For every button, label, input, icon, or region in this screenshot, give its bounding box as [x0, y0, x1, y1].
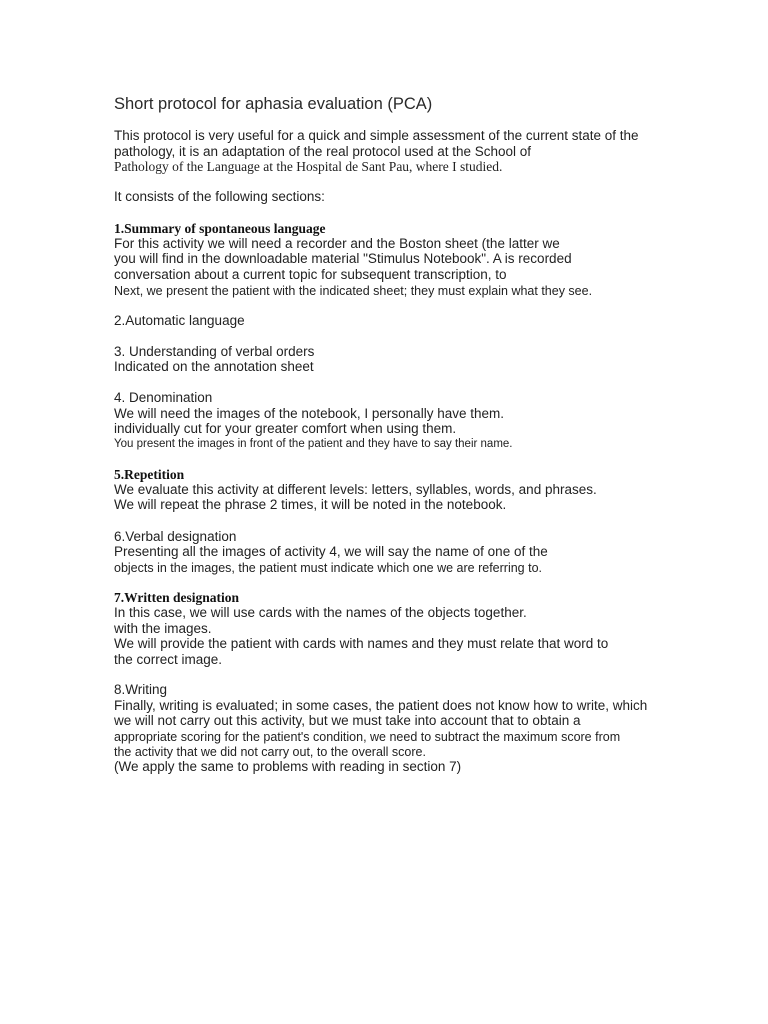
body-line: (We apply the same to problems with reading in section 7) [114, 759, 462, 774]
body-line: the activity that we did not carry out, to the overall score. [114, 745, 426, 759]
body-line: the correct image. [114, 652, 223, 667]
section-heading: 5.Repetition [114, 467, 185, 482]
body-line: Indicated on the annotation sheet [114, 359, 314, 374]
body-line: conversation about a current topic for subsequent transcription, to [114, 267, 507, 282]
body-line: objects in the images, the patient must indicate which one we are referring to. [114, 561, 543, 575]
body-line: Finally, writing is evaluated; in some cases, the patient does not know how to write, which [114, 698, 648, 713]
intro-line: Pathology of the Language at the Hospital de Sant Pau, where I studied. [114, 159, 503, 174]
section-heading: 8.Writing [114, 682, 168, 697]
intro-line: pathology, it is an adaptation of the real protocol used at the School of [114, 144, 532, 159]
section-heading: 1.Summary of spontaneous language [114, 221, 326, 236]
intro-line: This protocol is very useful for a quick and simple assessment of the current state of the [114, 128, 639, 143]
body-line: individually cut for your greater comfort when using them. [114, 421, 457, 436]
body-line: Presenting all the images of activity 4, we will say the name of one of the [114, 544, 548, 559]
section-heading: 7.Written designation [114, 590, 240, 605]
body-line: We will repeat the phrase 2 times, it will be noted in the notebook. [114, 497, 507, 512]
sections-lead: It consists of the following sections: [114, 189, 325, 204]
page-title: Short protocol for aphasia evaluation (PCA) [114, 95, 433, 113]
body-line: we will not carry out this activity, but we must take into account that to obtain a [114, 713, 581, 728]
body-line: You present the images in front of the patient and they have to say their name. [114, 438, 513, 450]
body-line: We will provide the patient with cards with names and they must relate that word to [114, 636, 609, 651]
section-heading: 3. Understanding of verbal orders [114, 344, 315, 359]
section-heading: 2.Automatic language [114, 313, 245, 328]
body-line: For this activity we will need a recorder and the Boston sheet (the latter we [114, 236, 560, 251]
body-line: We will need the images of the notebook, I personally have them. [114, 406, 504, 421]
body-line: you will find in the downloadable material "Stimulus Notebook". A is recorded [114, 251, 572, 266]
body-line: appropriate scoring for the patient's condition, we need to subtract the maximum score from [114, 730, 621, 744]
section-heading: 4. Denomination [114, 390, 213, 405]
body-line: with the images. [114, 621, 212, 636]
body-line: We evaluate this activity at different levels: letters, syllables, words, and phrases. [114, 482, 597, 497]
section-heading: 6.Verbal designation [114, 529, 237, 544]
body-line: Next, we present the patient with the indicated sheet; they must explain what they see. [114, 284, 593, 298]
body-line: In this case, we will use cards with the names of the objects together. [114, 605, 527, 620]
